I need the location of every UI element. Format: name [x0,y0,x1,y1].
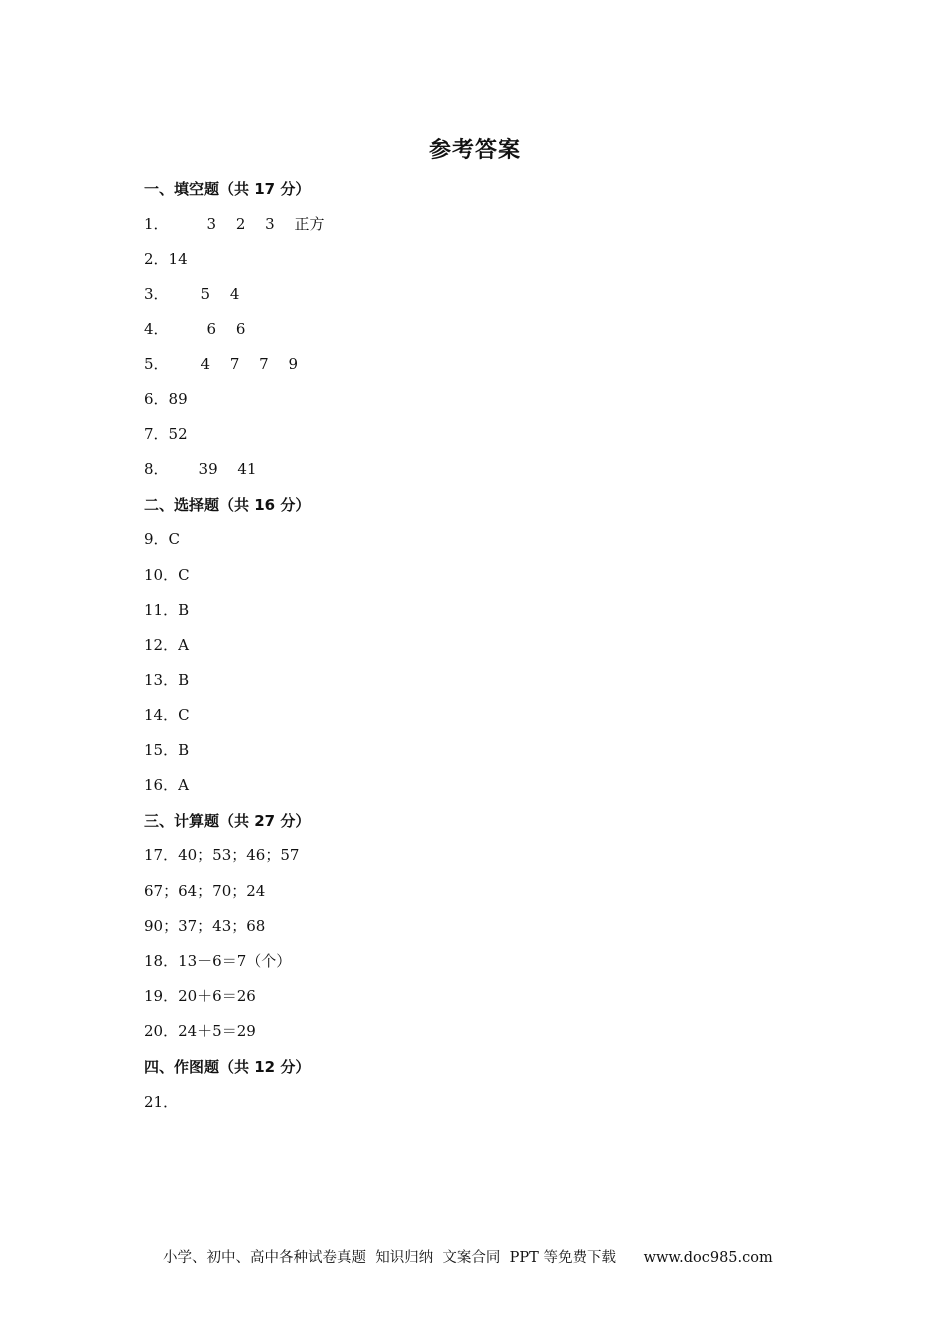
answer-text: 6 6 [206,320,246,338]
section-heading-fill-in: 一、填空题（共 17 分） [144,180,311,198]
answer-text: 89 [168,390,188,408]
question-number: 4． [144,320,169,338]
answer-line-3 [144,283,239,304]
page-title: 参考答案 [428,138,521,163]
question-number: 12． [144,636,179,654]
answer-text: 20＋6＝26 [178,987,256,1005]
answer-line-12 [144,634,189,655]
question-number: 15． [144,741,179,759]
answer-text: 14 [168,250,188,268]
answer-text: 5 4 [200,285,240,303]
answer-text: 13－6＝7（个） [178,952,292,970]
page-footer: 小学、初中、高中各种试卷真题 知识归纳 文案合同 PPT 等免费下载 www.doc985.com [163,1250,773,1266]
question-number: 1． [144,215,169,233]
answer-line-21 [144,1091,178,1112]
answer-text: 52 [168,425,188,443]
question-number: 21． [144,1093,179,1111]
answer-line-16 [144,774,189,795]
answer-text: A [178,776,189,794]
answer-text: C [168,530,181,548]
question-number: 11． [144,601,179,619]
question-number: 16． [144,776,179,794]
answer-text: 67；64；70；24 [144,882,266,900]
answer-line-13 [144,669,189,690]
question-number: 10． [144,566,179,584]
answer-text: 40；53；46；57 [178,846,300,864]
question-number: 14． [144,706,179,724]
answer-text: A [178,636,189,654]
answer-text: B [178,671,190,689]
question-number: 13． [144,671,179,689]
section-heading-drawing: 四、作图题（共 12 分） [144,1058,311,1076]
answer-line-6 [144,388,188,409]
answer-text: 39 41 [198,460,257,478]
answer-line-11 [144,599,189,620]
answer-line-9 [144,528,180,549]
answer-line-5 [144,353,298,374]
question-number: 20． [144,1022,179,1040]
answer-line-20 [144,1020,256,1041]
question-number: 18． [144,952,179,970]
answer-line-1 [144,213,324,234]
answer-text: 4 7 7 9 [200,355,299,373]
answer-text: 90；37；43；68 [144,917,266,935]
answer-text: 24＋5＝29 [178,1022,256,1040]
section-heading-multiple-choice: 二、选择题（共 16 分） [144,496,311,514]
answer-line-10 [144,564,190,585]
answer-line-19 [144,985,256,1006]
answer-line-18 [144,950,291,971]
answer-line-4 [144,318,245,339]
question-number: 2． [144,250,169,268]
question-number: 8． [144,460,169,478]
answer-text: C [178,706,190,724]
answer-line-2 [144,248,188,269]
question-number: 7． [144,425,169,443]
answer-text: C [178,566,190,584]
section-heading-calculation: 三、计算题（共 27 分） [144,812,311,830]
answer-line-8 [144,458,257,479]
answer-text: B [178,601,190,619]
answer-line-14 [144,704,190,725]
answer-line-7 [144,423,188,444]
answer-text: 3 2 3 正方 [206,215,325,233]
answer-line-17-row-2 [144,880,265,901]
question-number: 9． [144,530,169,548]
answer-text: B [178,741,190,759]
answer-line-15 [144,739,189,760]
question-number: 6． [144,390,169,408]
answer-line-17 [144,844,299,865]
question-number: 3． [144,285,169,303]
question-number: 5． [144,355,169,373]
question-number: 17． [144,846,179,864]
question-number: 19． [144,987,179,1005]
answer-line-17-row-3 [144,915,265,936]
